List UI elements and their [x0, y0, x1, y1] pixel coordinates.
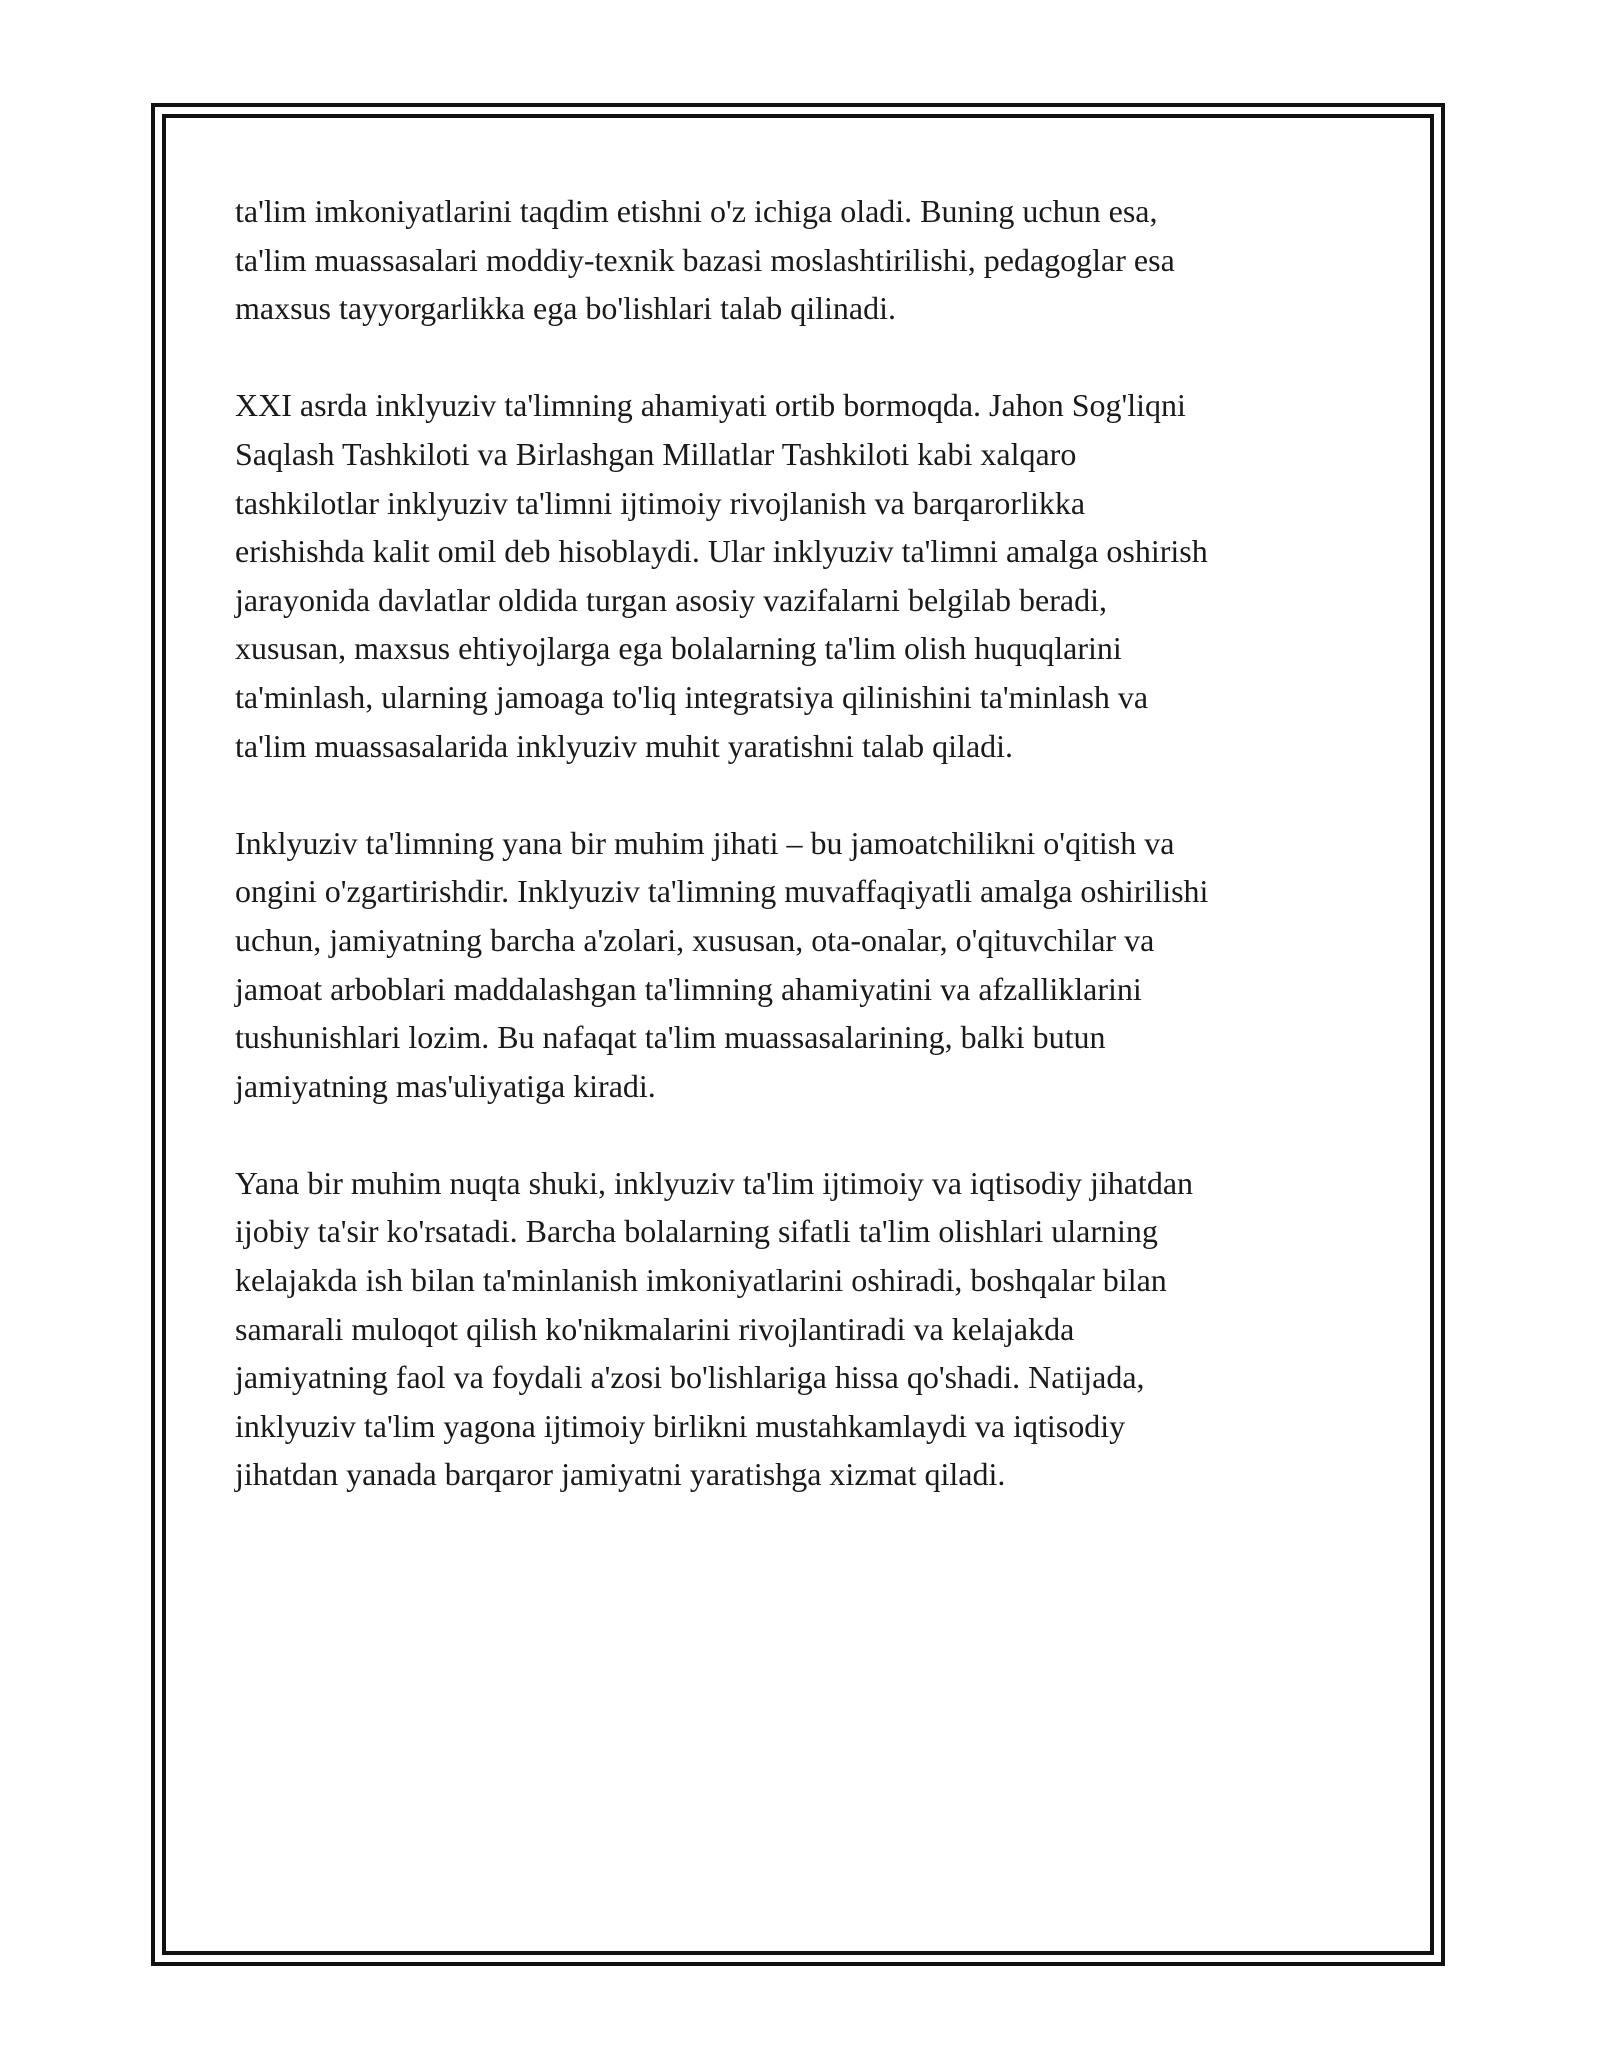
paragraph-2: XXI asrda inklyuziv ta'limning ahamiyati ortib bormoqda. Jahon Sog'liqni Saqlash Tashkiloti va Birlashgan Millatlar Tashkiloti kabi xalqaro tashkilotlar inklyuziv ta'limni ijtimoiy rivojlanish va barqarorlikka erishishda kalit omil deb hisoblaydi. Ular inklyuziv ta'limni amalga oshirish jarayonida davlatlar oldida turgan asosiy vazifalarni belgilab beradi, xususan, maxsus ehtiyojlarga ega bolalarning ta'lim olish huquqlarini ta'minlash, ularning jamoaga to'liq integratsiya qilinishini ta'minlash va ta'lim muassasalarida inklyuziv muhit yaratishni talab qiladi.	[235, 387, 1208, 764]
paragraph-4: Yana bir muhim nuqta shuki, inklyuziv ta'lim ijtimoiy va iqtisodiy jihatdan ijobiy ta'sir ko'rsatadi. Barcha bolalarning sifatli ta'lim olishlari ularning kelajakda ish bilan ta'minlanish imkoniyatlarini oshiradi, boshqalar bilan samarali muloqot qilish ko'nikmalarini rivojlantiradi va kelajakda jamiyatning faol va foydali a'zosi bo'lishlariga hissa qo'shadi. Natijada, inklyuziv ta'lim yagona ijtimoiy birlikni mustahkamlaydi va iqtisodiy jihatdan yanada barqaror jamiyatni yaratishga xizmat qiladi.	[235, 1164, 1194, 1493]
paragraph-3: Inklyuziv ta'limning yana bir muhim jihati – bu jamoatchilikni o'qitish va ongini o'zgartirishdir. Inklyuziv ta'limning muvaffaqiyatli amalga oshirilishi uchun, jamiyatning barcha a'zolari, xususan, ota-onalar, o'qituvchilar va jamoat arboblari maddalashgan ta'limning ahamiyatini va afzalliklarini tushunishlari lozim. Bu nafaqat ta'lim muassasalarining, balki butun jamiyatning mas'uliyatiga kiradi.	[235, 824, 1209, 1104]
paragraph-1: ta'lim imkoniyatlarini taqdim etishni o'z ichiga oladi. Buning uchun esa, ta'lim muassasalari moddiy-texnik bazasi moslashtirilishi, pedagoglar esa maxsus tayyorgarlikka ega bo'lishlari talab qilinadi.	[235, 193, 1175, 327]
document-body	[235, 187, 1365, 1548]
